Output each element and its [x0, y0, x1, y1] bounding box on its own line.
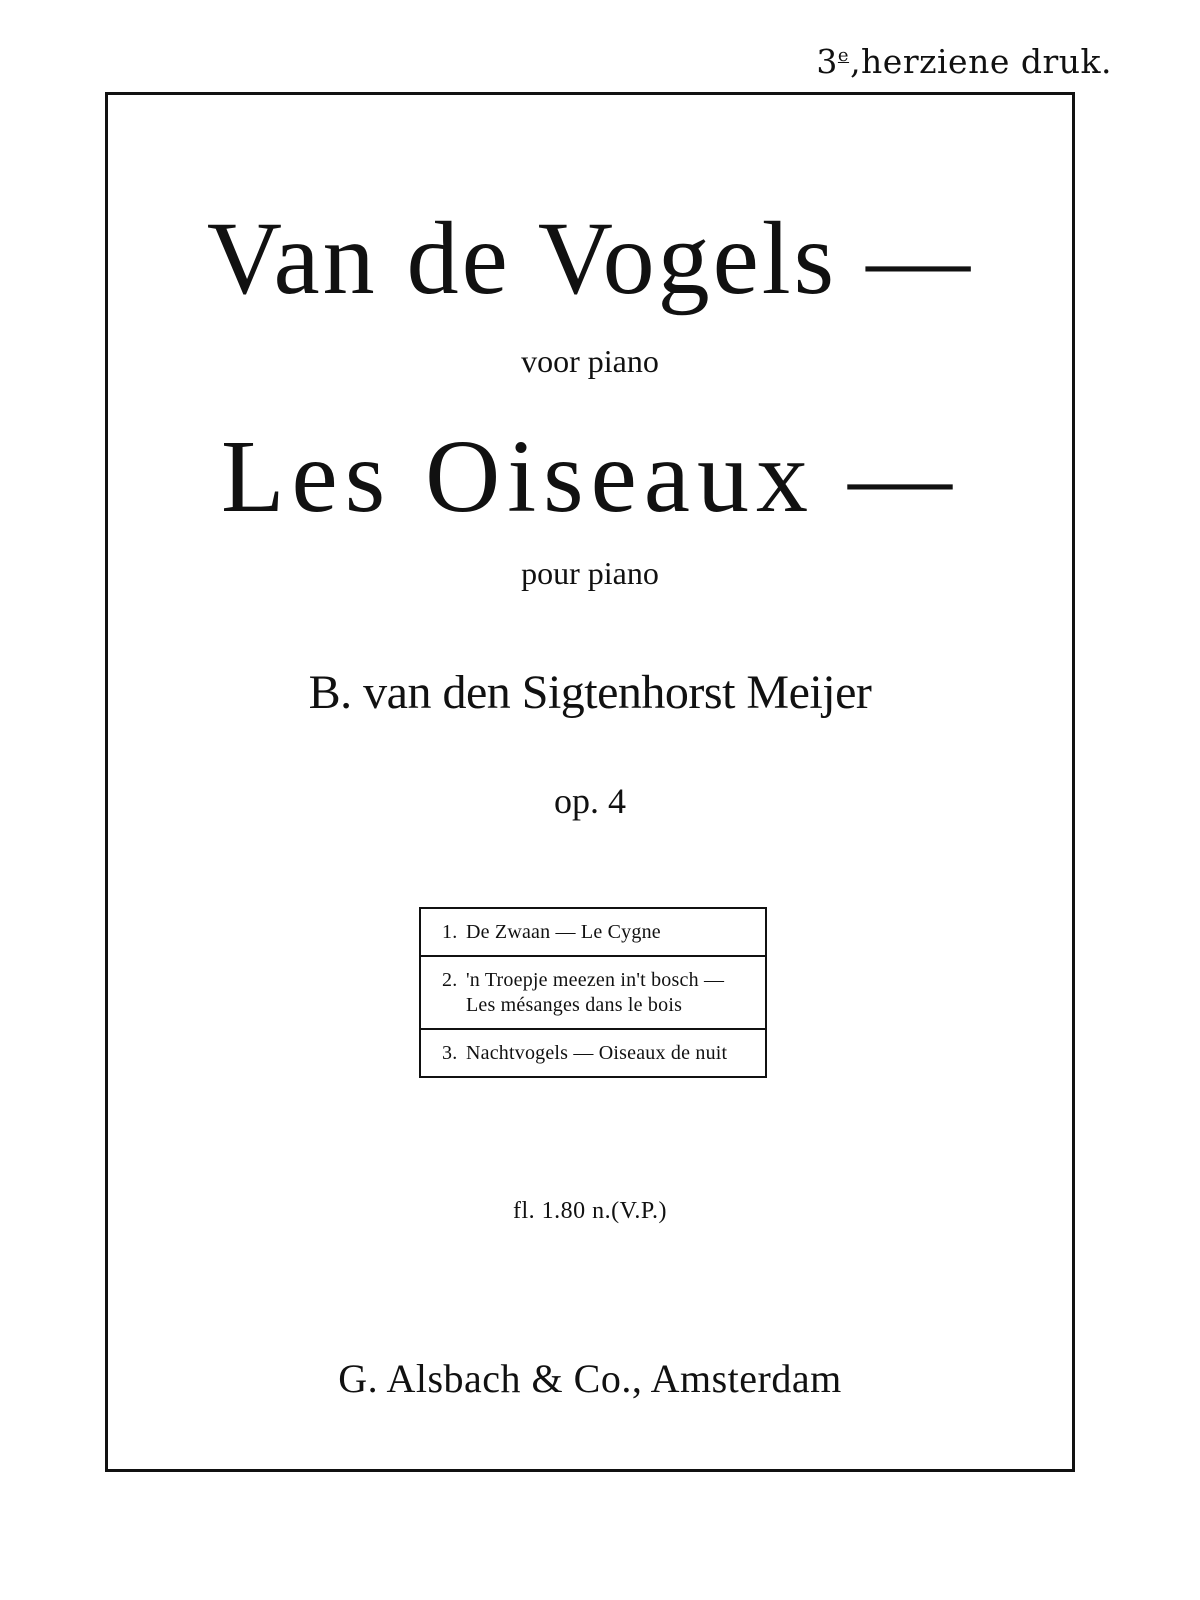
contents-item [421, 955, 765, 1028]
contents-item-title: De Zwaan — Le Cygne [466, 921, 661, 943]
opus-number: op. 4 [554, 781, 626, 821]
subtitle-french: pour piano [521, 555, 659, 591]
edition-superscript: e [837, 45, 850, 66]
price: fl. 1.80 n.(V.P.) [512, 1198, 668, 1224]
publisher: G. Alsbach & Co., Amsterdam [338, 1356, 842, 1401]
title-page-frame [105, 92, 1075, 1472]
contents-box [419, 907, 767, 1078]
subtitle-dutch: voor piano [521, 343, 659, 379]
composer-name: B. van den Sigtenhorst Meijer [308, 666, 872, 719]
contents-item-number: 3. [442, 1042, 458, 1064]
contents-item-number: 1. [442, 921, 458, 943]
edition-text: ,herziene druk. [850, 42, 1112, 81]
title-french: Les Oiseaux — [221, 419, 959, 534]
contents-item [421, 1028, 765, 1076]
contents-item-title: 'n Troepje meezen in't bosch — [466, 969, 725, 991]
contents-item [421, 909, 765, 955]
edition-note [816, 42, 1112, 81]
edition-number: 3 [816, 42, 838, 81]
contents-item-subtitle: Les mésanges dans le bois [466, 994, 683, 1016]
title-dutch: Van de Vogels — [206, 201, 974, 316]
contents-item-title: Nachtvogels — Oiseaux de nuit [466, 1042, 728, 1064]
contents-item-number: 2. [442, 969, 458, 991]
